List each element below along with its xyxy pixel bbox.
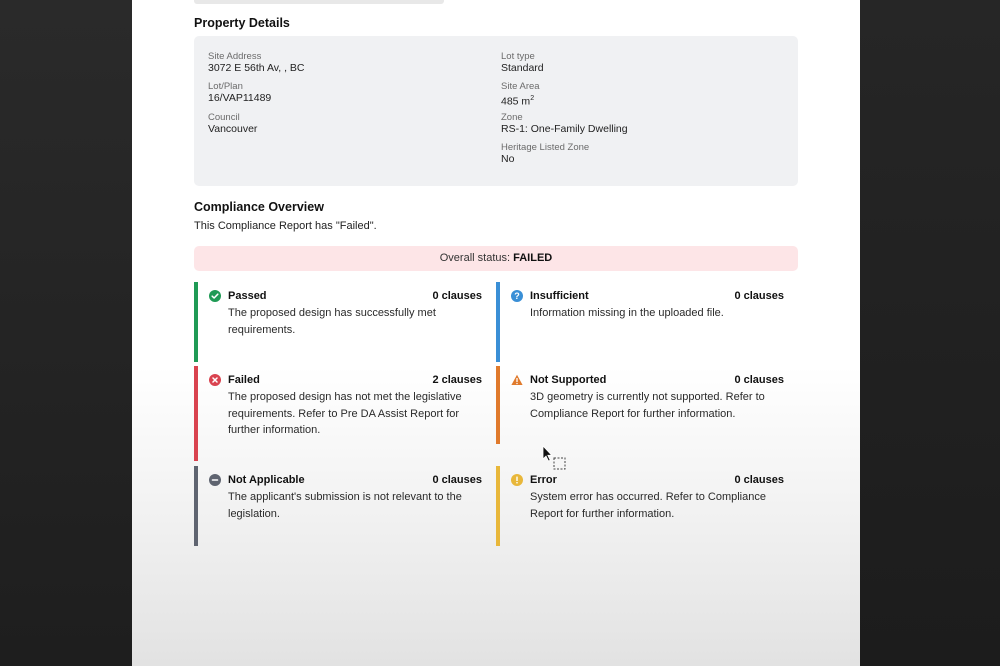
- check-circle-icon: [209, 290, 221, 302]
- council-label: Council: [208, 112, 240, 123]
- site-address-label: Site Address: [208, 51, 262, 62]
- status-card-insufficient[interactable]: [496, 282, 792, 362]
- status-card-description: The proposed design has not met the legislative requirements. Refer to Pre DA Assist Report for further information.: [228, 391, 462, 436]
- lot-plan-label: Lot/Plan: [208, 81, 243, 92]
- question-circle-icon: [511, 290, 523, 302]
- zone-value: RS-1: One-Family Dwelling: [501, 123, 628, 135]
- site-area-number: 485 m: [501, 95, 531, 108]
- status-card-description: The proposed design has successfully met requirements.: [228, 307, 436, 336]
- status-card-count: 0 clauses: [432, 290, 482, 302]
- site-address-field: [208, 51, 305, 75]
- exclamation-circle-icon: [511, 474, 523, 486]
- council-value: Vancouver: [208, 123, 258, 135]
- lot-type-label: Lot type: [501, 51, 535, 62]
- status-card-count: 0 clauses: [432, 474, 482, 486]
- status-card-count: 0 clauses: [734, 290, 784, 302]
- status-card-title: Passed: [228, 290, 267, 302]
- status-card-description: 3D geometry is currently not supported. Refer to Compliance Report for further information.: [530, 391, 765, 420]
- site-area-field: [501, 81, 540, 109]
- site-area-value: [501, 92, 540, 109]
- cut-off-heading: [194, 0, 444, 4]
- site-area-unit-exponent: 2: [530, 95, 535, 102]
- heritage-label: Heritage Listed Zone: [501, 142, 590, 153]
- status-card-failed[interactable]: [194, 366, 490, 461]
- council-field: [208, 112, 257, 136]
- left-backdrop: [0, 0, 132, 666]
- status-card-count: 2 clauses: [432, 374, 482, 386]
- status-card-description: The applicant's submission is not relevant to the legislation.: [228, 491, 462, 520]
- overall-status-value: FAILED: [513, 252, 553, 264]
- lot-plan-field: [208, 81, 271, 105]
- status-card-title: Insufficient: [530, 290, 589, 302]
- compliance-overview-title: Compliance Overview: [194, 200, 324, 214]
- minus-circle-icon: [209, 474, 221, 486]
- right-backdrop: [860, 0, 1000, 666]
- property-details-panel: [194, 36, 798, 186]
- status-card-title: Failed: [228, 374, 260, 386]
- status-card-title: Error: [530, 474, 557, 486]
- status-card-count: 0 clauses: [734, 374, 784, 386]
- report-page[interactable]: [132, 0, 860, 666]
- site-address-value: 3072 E 56th Av, , BC: [208, 62, 305, 74]
- status-card-count: 0 clauses: [734, 474, 784, 486]
- warning-triangle-icon: [511, 374, 523, 386]
- zone-label: Zone: [501, 112, 523, 123]
- zone-field: [501, 112, 628, 136]
- status-card-not-supported[interactable]: [496, 366, 792, 444]
- x-circle-icon: [209, 374, 221, 386]
- lot-type-field: [501, 51, 544, 75]
- status-card-error[interactable]: [496, 466, 792, 546]
- lot-type-value: Standard: [501, 62, 544, 74]
- status-card-description: Information missing in the uploaded file.: [530, 307, 724, 319]
- mouse-pointer-icon: [542, 445, 566, 471]
- property-details-title: Property Details: [194, 16, 290, 30]
- overall-status-banner: [194, 246, 798, 271]
- heritage-value: No: [501, 153, 515, 165]
- status-card-not-applicable[interactable]: [194, 466, 490, 546]
- status-card-description: System error has occurred. Refer to Compliance Report for further information.: [530, 491, 766, 520]
- status-card-title: Not Supported: [530, 374, 607, 386]
- status-card-passed[interactable]: [194, 282, 490, 362]
- lot-plan-value: 16/VAP11489: [208, 92, 272, 104]
- overall-status-label: Overall status:: [439, 252, 514, 264]
- heritage-field: [501, 142, 589, 166]
- site-area-label: Site Area: [501, 81, 540, 92]
- status-card-title: Not Applicable: [228, 474, 305, 486]
- compliance-intro: This Compliance Report has "Failed".: [194, 220, 377, 232]
- svg-text:?: ?: [514, 291, 520, 302]
